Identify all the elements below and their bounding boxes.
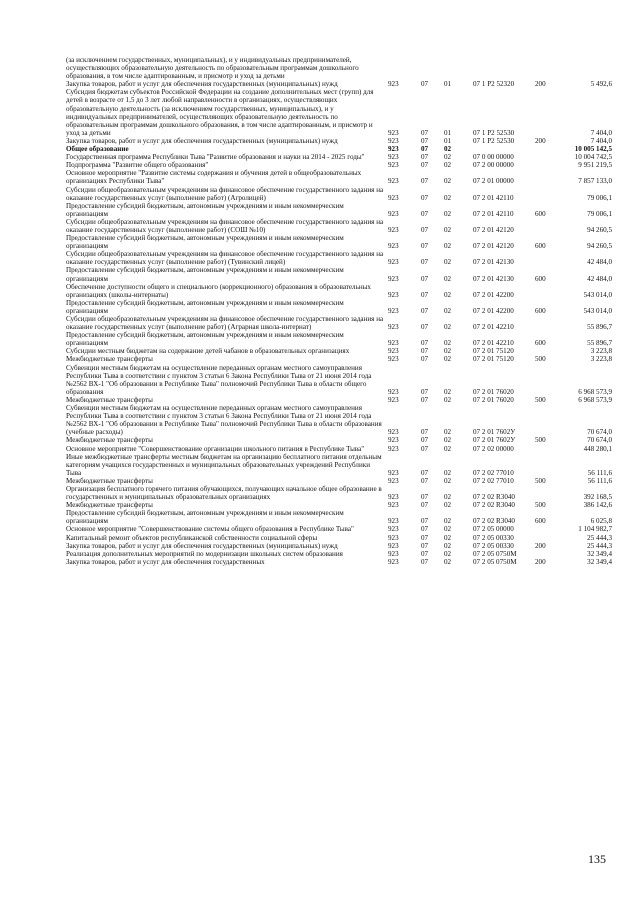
row-c2: 07 bbox=[421, 428, 429, 437]
row-c5: 500 bbox=[535, 355, 546, 364]
row-c2: 07 bbox=[421, 444, 429, 453]
row-c2: 07 bbox=[421, 355, 429, 364]
row-c2: 07 bbox=[421, 476, 429, 485]
row-c4: 07 2 02 R3040 bbox=[473, 501, 515, 510]
row-c3: 02 bbox=[444, 493, 452, 502]
table-row bbox=[66, 218, 612, 234]
row-name: Межбюджетные трансферты bbox=[66, 355, 153, 364]
row-c1: 923 bbox=[388, 444, 399, 453]
row-c6: 10 005 142,5 bbox=[574, 145, 612, 154]
page-number: 135 bbox=[588, 852, 606, 866]
row-c2: 07 bbox=[421, 209, 429, 218]
row-c4: 07 2 01 42130 bbox=[473, 258, 514, 267]
table-row bbox=[66, 153, 612, 161]
row-c6: 386 142,6 bbox=[583, 501, 612, 510]
table-row bbox=[66, 436, 612, 444]
row-c6: 70 674,0 bbox=[587, 436, 612, 445]
row-c2: 07 bbox=[421, 501, 429, 510]
row-c5: 500 bbox=[535, 436, 546, 445]
row-c4: 07 2 05 00330 bbox=[473, 541, 514, 550]
row-c2: 07 bbox=[421, 493, 429, 502]
row-c1: 923 bbox=[388, 428, 399, 437]
row-c3: 02 bbox=[444, 193, 452, 202]
row-c6: 7 857 133,0 bbox=[578, 177, 612, 186]
row-c4: 07 2 01 42200 bbox=[473, 290, 514, 299]
row-c1: 923 bbox=[388, 533, 399, 542]
table-row bbox=[66, 558, 612, 566]
row-c6: 25 444,3 bbox=[587, 533, 612, 542]
row-c5: 200 bbox=[535, 136, 546, 145]
table-row bbox=[66, 404, 612, 436]
row-c4: 07 1 P2 52530 bbox=[473, 128, 515, 137]
row-c3: 02 bbox=[444, 161, 452, 170]
row-c6: 94 260,5 bbox=[587, 225, 612, 234]
row-c1: 923 bbox=[388, 128, 399, 137]
row-c1: 923 bbox=[388, 193, 399, 202]
row-c2: 07 bbox=[421, 387, 429, 396]
row-name: (за исключением государственных, муниципальных), и у индивидуальных предпринимателей, осуществляющих образовательную деятельность по образовательным программам дошкольного образования, в том числе адаптированным, и присмотр и уход за детьми bbox=[66, 56, 359, 81]
row-c4: 07 2 01 42210 bbox=[473, 339, 514, 348]
table-row bbox=[66, 186, 612, 202]
row-c3: 02 bbox=[444, 541, 452, 550]
row-c1: 923 bbox=[388, 209, 399, 218]
table-row bbox=[66, 250, 612, 266]
row-name: Межбюджетные трансферты bbox=[66, 395, 153, 404]
row-name: Основное мероприятие "Развитие системы содержания и обучения детей в общеобразовательных организациях Республики Тыва" bbox=[66, 169, 362, 186]
row-c6: 94 260,5 bbox=[587, 242, 612, 251]
row-c1: 923 bbox=[388, 323, 399, 332]
row-c3: 02 bbox=[444, 557, 452, 566]
row-c1: 923 bbox=[388, 436, 399, 445]
row-name: Основное мероприятие "Совершенствование системы общего образования в Республике Тыва" bbox=[66, 525, 354, 534]
row-c4: 07 2 01 00000 bbox=[473, 177, 514, 186]
row-c4: 07 1 P2 52530 bbox=[473, 136, 515, 145]
row-c1: 923 bbox=[388, 290, 399, 299]
row-c6: 79 006,1 bbox=[587, 193, 612, 202]
row-c2: 07 bbox=[421, 541, 429, 550]
table-row bbox=[66, 88, 612, 137]
row-c3: 02 bbox=[444, 258, 452, 267]
row-name: Субсидии общеобразовательным учреждениям на финансовое обеспечение государственного задания на оказание государственных услуг (выполнение работ) (СОШ №10) bbox=[66, 217, 384, 234]
table-row bbox=[66, 202, 612, 218]
row-c1: 923 bbox=[388, 306, 399, 315]
row-c3: 02 bbox=[444, 476, 452, 485]
row-c6: 32 349,4 bbox=[587, 557, 612, 566]
table-row bbox=[66, 364, 612, 396]
row-c5: 500 bbox=[535, 501, 546, 510]
row-c4: 07 2 02 00000 bbox=[473, 444, 514, 453]
row-c4: 07 2 01 75120 bbox=[473, 347, 514, 356]
row-c1: 923 bbox=[388, 177, 399, 186]
row-name: Субсидия бюджетам субъектов Российской Федерации на создание дополнительных мест (групп) для детей в возрасте от 1,5 до 3 лет любой направленности в организациях, осуществляющих образовательную деятельность (за исключением государственных, муниципальных), и у индивидуальных предпринимателей, осуществляющих образовательную деятельность по образовательным программам дошкольного образования, в том числе адаптированным, и присмотр и уход за детьми bbox=[66, 88, 374, 137]
row-c4: 07 2 01 76020 bbox=[473, 387, 514, 396]
row-name: Межбюджетные трансферты bbox=[66, 501, 153, 510]
row-c2: 07 bbox=[421, 557, 429, 566]
row-c4: 07 2 02 77010 bbox=[473, 476, 514, 485]
row-c1: 923 bbox=[388, 387, 399, 396]
row-c6: 55 896,7 bbox=[587, 323, 612, 332]
row-c5: 600 bbox=[535, 242, 546, 251]
row-c4: 07 2 01 42120 bbox=[473, 225, 514, 234]
row-c1: 923 bbox=[388, 339, 399, 348]
row-c3: 02 bbox=[444, 444, 452, 453]
row-name: Закупка товаров, работ и услуг для обеспечения государственных bbox=[66, 557, 265, 566]
row-c6: 5 492,6 bbox=[590, 80, 612, 89]
row-name: Межбюджетные трансферты bbox=[66, 436, 153, 445]
row-c2: 07 bbox=[421, 177, 429, 186]
row-c2: 07 bbox=[421, 225, 429, 234]
row-c1: 923 bbox=[388, 355, 399, 364]
row-c2: 07 bbox=[421, 258, 429, 267]
row-c2: 07 bbox=[421, 517, 429, 526]
row-c3: 02 bbox=[444, 355, 452, 364]
row-c3: 02 bbox=[444, 517, 452, 526]
row-c4: 07 2 05 0750М bbox=[473, 557, 517, 566]
row-c6: 70 674,0 bbox=[587, 428, 612, 437]
row-c4: 07 2 01 7602У bbox=[473, 436, 516, 445]
row-c6: 3 223,8 bbox=[590, 355, 612, 364]
row-name: Субсидии общеобразовательным учреждениям на финансовое обеспечение государственного задания на оказание государственных услуг (выполнение работ) (Тувинский лицей) bbox=[66, 250, 384, 267]
row-c1: 923 bbox=[388, 136, 399, 145]
table-row bbox=[66, 161, 612, 169]
row-c5: 600 bbox=[535, 209, 546, 218]
row-c5: 500 bbox=[535, 395, 546, 404]
row-c5: 600 bbox=[535, 517, 546, 526]
row-c3: 02 bbox=[444, 501, 452, 510]
row-c4: 07 2 01 76020 bbox=[473, 395, 514, 404]
row-c2: 07 bbox=[421, 274, 429, 283]
row-name: Общее образование bbox=[66, 145, 129, 154]
row-name: Предоставление субсидий бюджетным, автономным учреждениям и иным некоммерческим организациям bbox=[66, 201, 344, 218]
row-c6: 56 111,6 bbox=[587, 476, 612, 485]
row-c3: 02 bbox=[444, 145, 452, 154]
row-c1: 923 bbox=[388, 153, 399, 162]
table-row bbox=[66, 509, 612, 525]
table-row bbox=[66, 453, 612, 477]
row-c2: 07 bbox=[421, 339, 429, 348]
row-c1: 923 bbox=[388, 476, 399, 485]
row-c4: 07 2 05 00000 bbox=[473, 525, 514, 534]
row-c3: 02 bbox=[444, 468, 452, 477]
row-c3: 02 bbox=[444, 395, 452, 404]
row-c2: 07 bbox=[421, 468, 429, 477]
table-row bbox=[66, 299, 612, 315]
row-name: Предоставление субсидий бюджетным, автономным учреждениям и иным некоммерческим организациям bbox=[66, 234, 344, 251]
row-c6: 7 404,0 bbox=[590, 128, 612, 137]
row-name: Закупка товаров, работ и услуг для обеспечения государственных (муниципальных) нужд bbox=[66, 136, 338, 145]
row-c1: 923 bbox=[388, 493, 399, 502]
budget-table bbox=[66, 56, 612, 566]
row-name: Иные межбюджетные трансферты местным бюджетам на организацию бесплатного питания отдельным категориям учащихся государственных и муниципальных образовательных учреждений Республики Тыва bbox=[66, 452, 382, 477]
row-c4: 07 2 02 77010 bbox=[473, 468, 514, 477]
row-c6: 6 968 573,9 bbox=[578, 387, 612, 396]
row-c6: 543 014,0 bbox=[583, 290, 612, 299]
row-c1: 923 bbox=[388, 145, 399, 154]
table-row bbox=[66, 169, 612, 185]
row-c1: 923 bbox=[388, 258, 399, 267]
row-name: Закупка товаров, работ и услуг для обеспечения государственных (муниципальных) нужд bbox=[66, 80, 338, 89]
row-c4: 07 2 01 42200 bbox=[473, 306, 514, 315]
table-row bbox=[66, 315, 612, 331]
row-c2: 07 bbox=[421, 193, 429, 202]
row-c6: 55 896,7 bbox=[587, 339, 612, 348]
row-name: Субвенции местным бюджетам на осуществление переданных органам местного самоуправления Республики Тыва в соответствии с пунктом 3 статьи 6 Закона Республики Тыва от 21 июня 2014 года №2562 ВХ-1 "Об образовании в Республике Тыва" полномочий Республики Тыва в области образования (учебные расходы) bbox=[66, 404, 382, 437]
row-c1: 923 bbox=[388, 161, 399, 170]
row-c3: 02 bbox=[444, 177, 452, 186]
row-c2: 07 bbox=[421, 128, 429, 137]
row-c6: 543 014,0 bbox=[583, 306, 612, 315]
row-c6: 392 168,5 bbox=[583, 493, 612, 502]
row-c2: 07 bbox=[421, 436, 429, 445]
row-c5: 600 bbox=[535, 339, 546, 348]
row-c2: 07 bbox=[421, 533, 429, 542]
table-row bbox=[66, 501, 612, 509]
row-c6: 448 280,1 bbox=[583, 444, 612, 453]
row-name: Субсидии общеобразовательным учреждениям на финансовое обеспечение государственного задания на оказание государственных услуг (выполнение работ) (Аграрная школа-интернат) bbox=[66, 315, 384, 332]
row-name: Реализация дополнительных мероприятий по модернизации школьных систем образования bbox=[66, 549, 343, 558]
row-c3: 02 bbox=[444, 290, 452, 299]
row-c3: 02 bbox=[444, 323, 452, 332]
table-row bbox=[66, 80, 612, 88]
row-c3: 02 bbox=[444, 525, 452, 534]
row-c1: 923 bbox=[388, 347, 399, 356]
row-c3: 02 bbox=[444, 428, 452, 437]
row-c6: 10 004 742,5 bbox=[574, 153, 612, 162]
table-row bbox=[66, 145, 612, 153]
row-c6: 3 223,8 bbox=[590, 347, 612, 356]
row-c3: 01 bbox=[444, 128, 452, 137]
row-c6: 56 111,6 bbox=[587, 468, 612, 477]
table-row bbox=[66, 137, 612, 145]
row-c1: 923 bbox=[388, 80, 399, 89]
row-name: Закупка товаров, работ и услуг для обеспечения государственных (муниципальных) нужд bbox=[66, 541, 338, 550]
row-c2: 07 bbox=[421, 525, 429, 534]
row-c1: 923 bbox=[388, 541, 399, 550]
row-c3: 02 bbox=[444, 339, 452, 348]
row-name: Субвенции местным бюджетам на осуществление переданных органам местного самоуправления Республики Тыва в соответствии с пунктом 3 статьи 6 Закона Республики Тыва от 21 июня 2014 года №2562 ВХ-1 "Об образовании в Республике Тыва" полномочий Республики Тыва в области общего образования bbox=[66, 363, 372, 396]
row-c4: 07 0 00 00000 bbox=[473, 153, 514, 162]
row-c2: 07 bbox=[421, 161, 429, 170]
table-row bbox=[66, 56, 612, 80]
row-c4: 07 2 02 R3040 bbox=[473, 493, 515, 502]
row-c2: 07 bbox=[421, 153, 429, 162]
table-row bbox=[66, 534, 612, 542]
row-c6: 32 349,4 bbox=[587, 549, 612, 558]
row-c5: 200 bbox=[535, 541, 546, 550]
row-name: Обеспечение доступности общего и специального (коррекционного) образования в образовательных организациях (школы-интернаты) bbox=[66, 282, 371, 299]
row-c3: 02 bbox=[444, 533, 452, 542]
row-name: Предоставление субсидий бюджетным, автономным учреждениям и иным некоммерческим организациям bbox=[66, 298, 344, 315]
row-c1: 923 bbox=[388, 501, 399, 510]
row-c1: 923 bbox=[388, 395, 399, 404]
row-name: Основное мероприятие "Совершенствование организации школьного питания в Республике Тыва" bbox=[66, 444, 365, 453]
row-name: Капитальный ремонт объектов республиканской собственности социальной сферы bbox=[66, 533, 318, 542]
row-c3: 02 bbox=[444, 225, 452, 234]
row-name: Предоставление субсидий бюджетным, автономным учреждениям и иным некоммерческим организациям bbox=[66, 509, 344, 526]
row-c1: 923 bbox=[388, 274, 399, 283]
row-c3: 02 bbox=[444, 306, 452, 315]
row-name: Организация бесплатного горячего питания обучающихся, получающих начальное общее образование в государственных и муниципальных образовательных организациях bbox=[66, 484, 382, 502]
row-c4: 07 2 01 42120 bbox=[473, 242, 514, 251]
row-c6: 1 104 982,7 bbox=[578, 525, 612, 534]
table-row bbox=[66, 525, 612, 533]
table-row bbox=[66, 550, 612, 558]
table-row bbox=[66, 445, 612, 453]
row-c4: 07 2 01 42110 bbox=[473, 193, 514, 202]
row-c2: 07 bbox=[421, 80, 429, 89]
row-c1: 923 bbox=[388, 525, 399, 534]
row-c1: 923 bbox=[388, 557, 399, 566]
row-name: Подпрограмма "Развитие общего образования" bbox=[66, 161, 209, 170]
row-c2: 07 bbox=[421, 136, 429, 145]
row-c5: 600 bbox=[535, 306, 546, 315]
row-c4: 07 2 00 00000 bbox=[473, 161, 514, 170]
row-c2: 07 bbox=[421, 290, 429, 299]
row-name: Предоставление субсидий бюджетным, автономным учреждениям и иным некоммерческим организациям bbox=[66, 331, 344, 348]
row-c6: 6 968 573,9 bbox=[578, 395, 612, 404]
row-c4: 07 2 02 R3040 bbox=[473, 517, 515, 526]
row-c4: 07 2 01 75120 bbox=[473, 355, 514, 364]
row-c6: 7 404,0 bbox=[590, 136, 612, 145]
table-row bbox=[66, 283, 612, 299]
row-c1: 923 bbox=[388, 517, 399, 526]
row-c4: 07 2 01 42110 bbox=[473, 209, 514, 218]
table-row bbox=[66, 234, 612, 250]
row-name: Субсидии общеобразовательным учреждениям на финансовое обеспечение государственного задания на оказание государственных услуг (выполнение работ) (Агролицей) bbox=[66, 185, 384, 202]
row-c6: 79 006,1 bbox=[587, 209, 612, 218]
table-row bbox=[66, 542, 612, 550]
row-c3: 02 bbox=[444, 387, 452, 396]
row-c3: 02 bbox=[444, 274, 452, 283]
row-c4: 07 2 05 0750М bbox=[473, 549, 517, 558]
table-row bbox=[66, 347, 612, 355]
row-c4: 07 1 P2 52320 bbox=[473, 80, 515, 89]
row-c6: 6 025,8 bbox=[590, 517, 612, 526]
row-c1: 923 bbox=[388, 549, 399, 558]
row-c1: 923 bbox=[388, 225, 399, 234]
row-c4: 07 2 01 7602У bbox=[473, 428, 516, 437]
row-name: Субсидии местным бюджетам на содержание детей чабанов в образовательных организациях bbox=[66, 347, 350, 356]
row-c6: 42 484,0 bbox=[587, 274, 612, 283]
row-c1: 923 bbox=[388, 468, 399, 477]
row-c6: 25 444,3 bbox=[587, 541, 612, 550]
row-c6: 42 484,0 bbox=[587, 258, 612, 267]
row-c2: 07 bbox=[421, 395, 429, 404]
row-c2: 07 bbox=[421, 145, 429, 154]
row-name: Межбюджетные трансферты bbox=[66, 476, 153, 485]
row-c4: 07 2 01 42130 bbox=[473, 274, 514, 283]
row-c4: 07 2 01 42210 bbox=[473, 323, 514, 332]
row-c3: 02 bbox=[444, 347, 452, 356]
row-c3: 02 bbox=[444, 153, 452, 162]
row-c3: 02 bbox=[444, 549, 452, 558]
row-c2: 07 bbox=[421, 347, 429, 356]
row-c2: 07 bbox=[421, 306, 429, 315]
row-c5: 600 bbox=[535, 274, 546, 283]
row-c5: 500 bbox=[535, 476, 546, 485]
table-row bbox=[66, 485, 612, 501]
row-c6: 9 951 219,5 bbox=[578, 161, 612, 170]
row-c2: 07 bbox=[421, 323, 429, 332]
row-c3: 01 bbox=[444, 136, 452, 145]
table-row bbox=[66, 355, 612, 363]
table-row bbox=[66, 477, 612, 485]
row-c2: 07 bbox=[421, 549, 429, 558]
row-name: Государственная программа Республики Тыва "Развитие образования и науки на 2014 - 2025 годы" bbox=[66, 153, 365, 162]
row-c3: 02 bbox=[444, 242, 452, 251]
row-c1: 923 bbox=[388, 242, 399, 251]
row-c5: 200 bbox=[535, 80, 546, 89]
row-c4: 07 2 05 00330 bbox=[473, 533, 514, 542]
row-c3: 02 bbox=[444, 436, 452, 445]
row-c5: 200 bbox=[535, 557, 546, 566]
row-c3: 01 bbox=[444, 80, 452, 89]
table-row bbox=[66, 396, 612, 404]
row-name: Предоставление субсидий бюджетным, автономным учреждениям и иным некоммерческим организациям bbox=[66, 266, 344, 283]
row-c2: 07 bbox=[421, 242, 429, 251]
row-c3: 02 bbox=[444, 209, 452, 218]
table-row bbox=[66, 266, 612, 282]
table-row bbox=[66, 331, 612, 347]
